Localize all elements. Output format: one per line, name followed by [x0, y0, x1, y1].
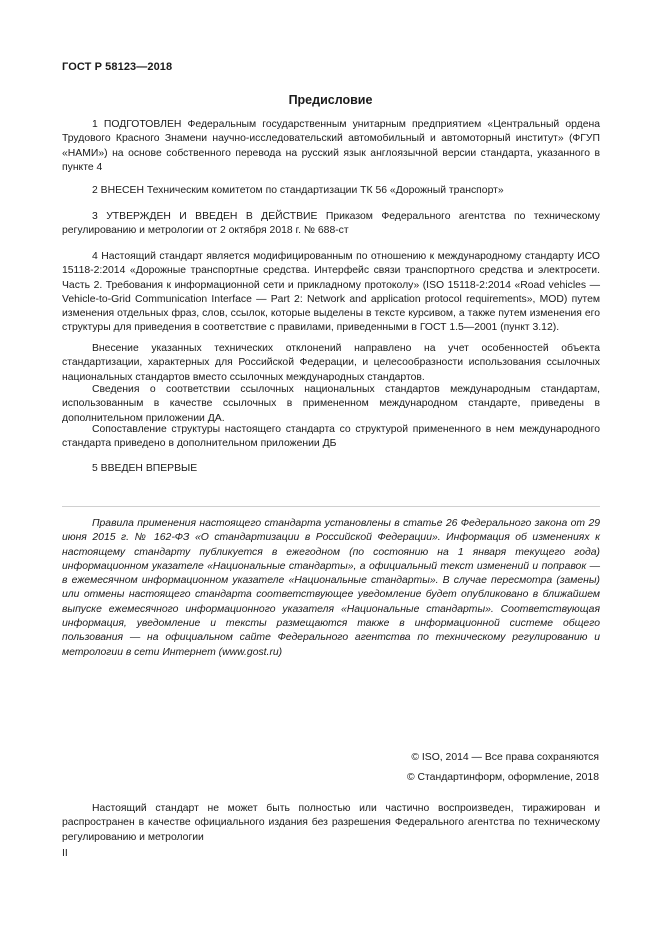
paragraph-4-modification: 4 Настоящий стандарт является модифицированным по отношению к международному стандарту ИСО 15118-2:2014 «Дорожные транспортные средства. Интерфейс связи транспортного средства и электросети. Часть 2. Требования к информационной сети и прикладному протоколу» (ISO 15118-2:2014 «Road vehicles — Vehicle-to-Grid Communication Interface — Part 2: Network and application protocol requirements», MOD) путем изменения отдельных фраз, слов, ссылок, которые выделены в тексте курсивом, а также путем изменения его структуры для приведения в соответствие с правилами, приведенными в ГОСТ 1.5—2001 (пункт 3.12). [62, 251, 600, 334]
copyright-iso: © ISO, 2014 — Все права сохраняются [411, 752, 599, 763]
application-rules-notice: Правила применения настоящего стандарта установлены в статье 26 Федерального закона от 29 июня 2015 г. № 162-ФЗ «О стандартизации в Российской Федерации». Информация об изменениях к настоящему стандарту публикуется в ежегодном (по состоянию на 1 января текущего года) информационном указателе «Национальные стандарты», а официальный текст изменений и поправок — в ежемесячном информационном указателе «Национальные стандарты». В случае пересмотра (замены) или отмены настоящего стандарта соответствующее уведомление будет опубликовано в ближайшем выпуске ежемесячного информационного указателя «Национальные стандарты». Соответствующая информация, уведомление и тексты размещаются также в информационной системе общего пользования — на официальном сайте Федерального агентства по техническому регулированию и метрологии в сети Интернет (www.gost.ru) [62, 518, 600, 658]
paragraph-1-prepared: 1 ПОДГОТОВЛЕН Федеральным государственным унитарным предприятием «Центральный ордена Трудового Красного Знамени научно-исследовательский автомобильный и автомоторный институт» (ФГУП «НАМИ») на основе собственного перевода на русский язык англоязычной версии стандарта, указанного в пункте 4 [62, 119, 600, 173]
paragraph-3-approved: 3 УТВЕРЖДЕН И ВВЕДЕН В ДЕЙСТВИЕ Приказом Федерального агентства по техническому регулированию и метрологии от 2 октября 2018 г. № 688-ст [62, 211, 600, 237]
document-code: ГОСТ Р 58123—2018 [62, 61, 173, 73]
notice-divider [62, 506, 600, 507]
section-title: Предисловие [288, 93, 373, 107]
reproduction-notice: Настоящий стандарт не может быть полностью или частично воспроизведен, тиражирован и распространен в качестве официального издания без разрешения Федерального агентства по техническому регулированию и метрологии [62, 803, 600, 843]
paragraph-5-introduced: 5 ВВЕДЕН ВПЕРВЫЕ [92, 463, 198, 474]
page-number: II [62, 848, 68, 859]
paragraph-2-submitted: 2 ВНЕСЕН Техническим комитетом по стандартизации ТК 56 «Дорожный транспорт» [92, 185, 504, 196]
paragraph-structure: Сопоставление структуры настоящего стандарта со структурой примененного в нем международного стандарта приведено в дополнительном приложении ДБ [62, 424, 600, 450]
copyright-standartinform: © Стандартинформ, оформление, 2018 [406, 772, 599, 783]
paragraph-references: Сведения о соответствии ссылочных национальных стандартов международным стандартам, использованным в качестве ссылочных в примененном международном стандарте, приведены в дополнительном приложении ДА. [62, 384, 600, 424]
paragraph-deviations: Внесение указанных технических отклонений направлено на учет особенностей объекта стандартизации, характерных для Российской Федерации, и целесообразности использования ссылочных национальных стандартов вместо ссылочных международных стандартов. [62, 343, 600, 383]
